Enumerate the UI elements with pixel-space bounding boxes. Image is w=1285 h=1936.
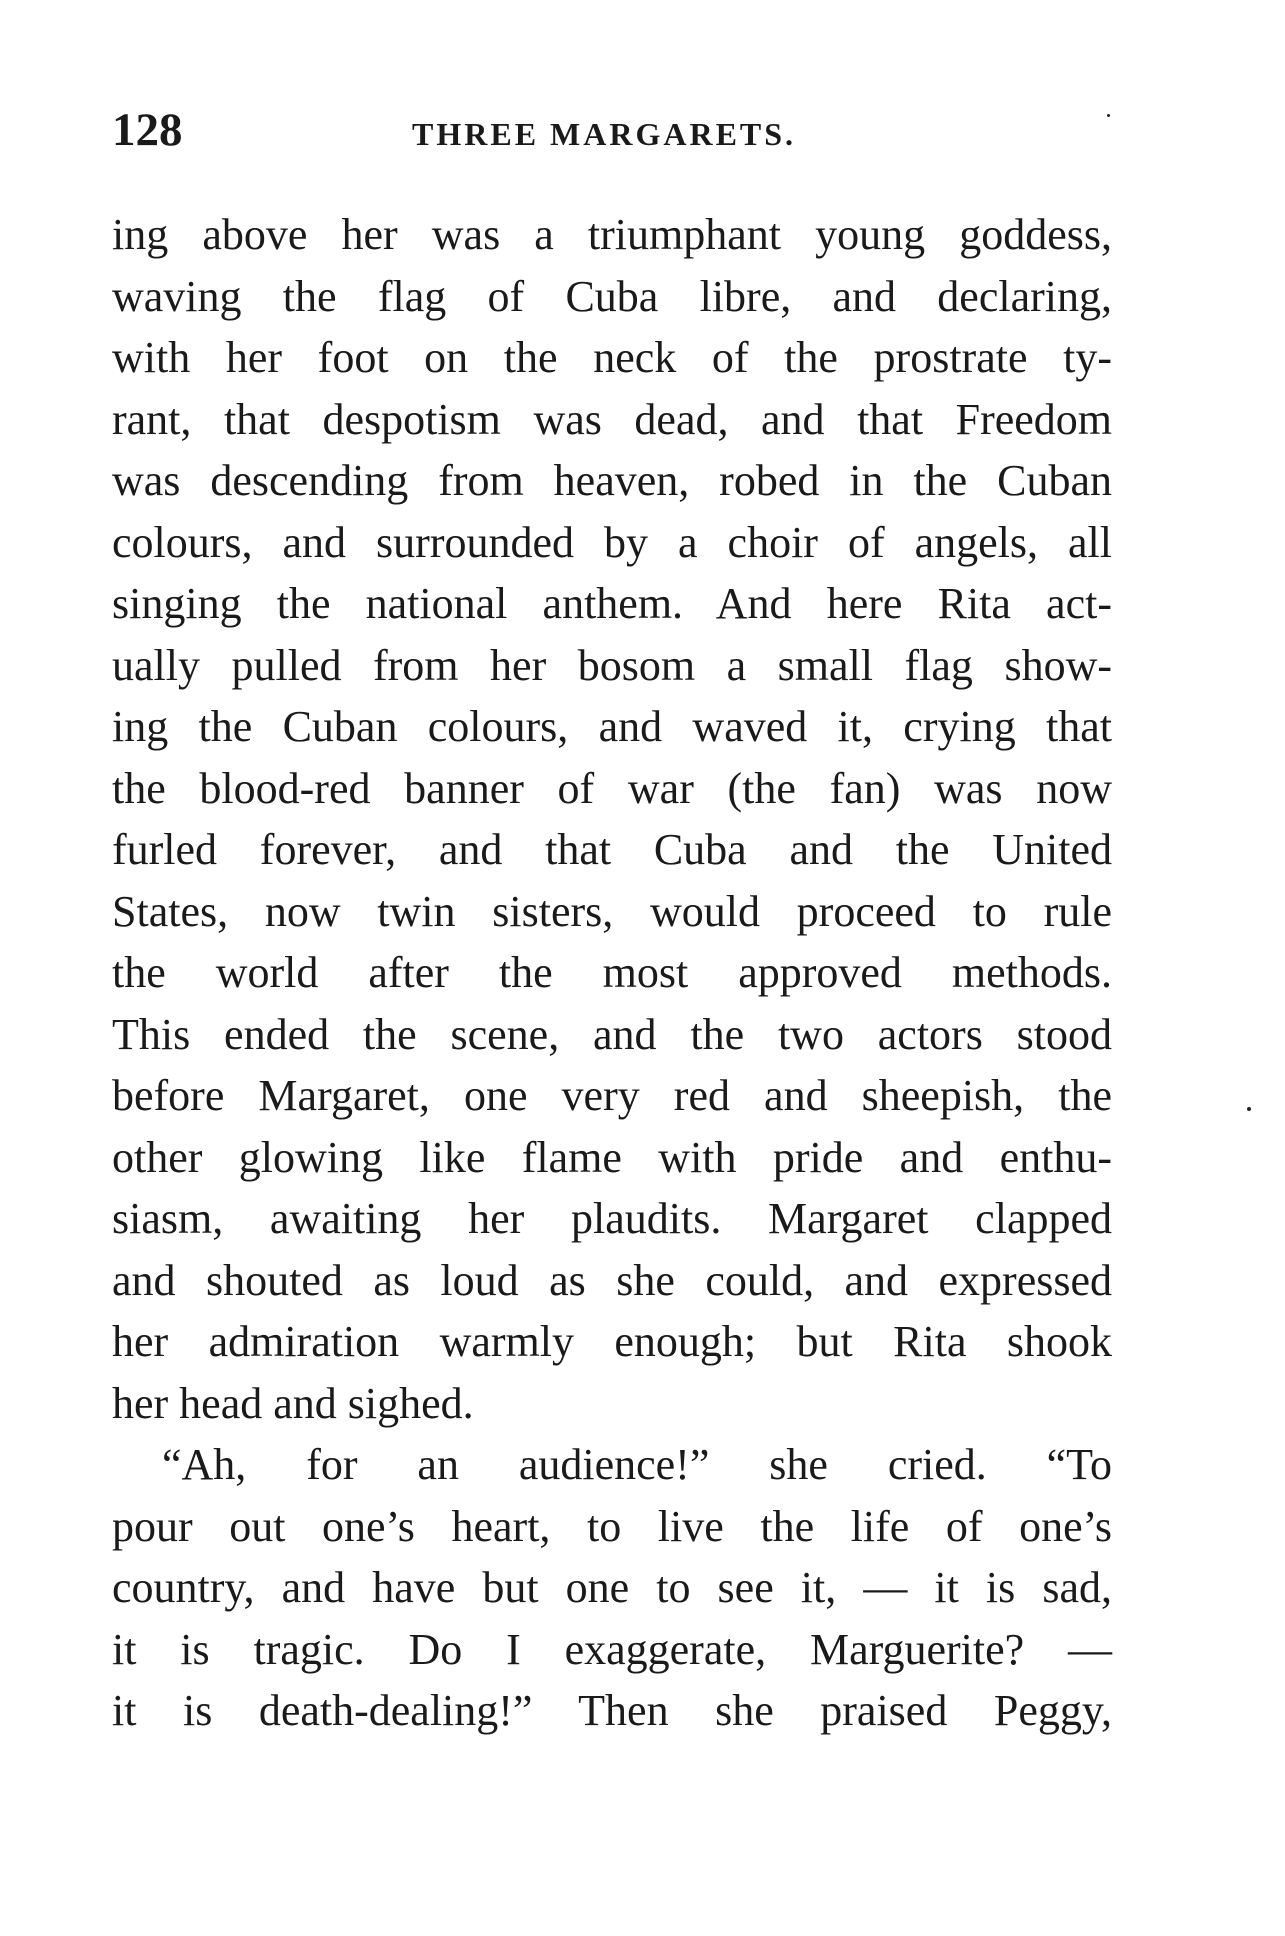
text-line: pour out one’s heart, to live the life of one’s bbox=[112, 1501, 1112, 1551]
text-line: her head and sighed. bbox=[112, 1378, 474, 1428]
running-head bbox=[112, 100, 1112, 160]
text-line: before Margaret, one very red and sheepish, the bbox=[112, 1071, 1112, 1120]
body-text bbox=[112, 204, 1112, 1742]
text-line: country, and have but one to see it, — it is sad, bbox=[112, 1563, 1112, 1612]
text-line: the blood-red banner of war (the fan) was now bbox=[112, 763, 1112, 813]
text-line: waving the flag of Cuba libre, and declaring, bbox=[112, 271, 1112, 321]
text-line: ing the Cuban colours, and waved it, crying that bbox=[112, 702, 1112, 751]
paper-speck bbox=[1247, 1107, 1251, 1111]
text-line: and shouted as loud as she could, and expressed bbox=[112, 1255, 1112, 1305]
text-line: with her foot on the neck of the prostrate ty- bbox=[112, 333, 1112, 382]
text-line: ing above her was a triumphant young goddess, bbox=[112, 210, 1112, 259]
text-line: This ended the scene, and the two actors stood bbox=[112, 1009, 1112, 1059]
text-line: was descending from heaven, robed in the Cuban bbox=[112, 456, 1112, 505]
text-line: ually pulled from her bosom a small flag show- bbox=[112, 640, 1112, 690]
text-line: rant, that despotism was dead, and that Freedom bbox=[112, 394, 1112, 444]
text-line: her admiration warmly enough; but Rita shook bbox=[112, 1317, 1112, 1366]
text-line: the world after the most approved methods. bbox=[112, 948, 1112, 997]
text-line: “Ah, for an audience!” she cried. “To bbox=[162, 1440, 1112, 1489]
text-line: colours, and surrounded by a choir of angels, all bbox=[112, 517, 1112, 567]
page-number: 128 bbox=[112, 104, 183, 156]
paper-speck bbox=[1107, 114, 1110, 117]
text-line: siasm, awaiting her plaudits. Margaret clapped bbox=[112, 1194, 1112, 1243]
text-line: furled forever, and that Cuba and the United bbox=[112, 825, 1112, 874]
running-title: THREE MARGARETS. bbox=[412, 116, 797, 152]
text-line: other glowing like flame with pride and enthu- bbox=[112, 1132, 1112, 1182]
text-line: it is death-dealing!” Then she praised Peggy, bbox=[112, 1686, 1112, 1735]
text-line: States, now twin sisters, would proceed to rule bbox=[112, 886, 1112, 936]
text-line: singing the national anthem. And here Rita act- bbox=[112, 579, 1112, 628]
text-line: it is tragic. Do I exaggerate, Marguerite? — bbox=[112, 1624, 1112, 1674]
